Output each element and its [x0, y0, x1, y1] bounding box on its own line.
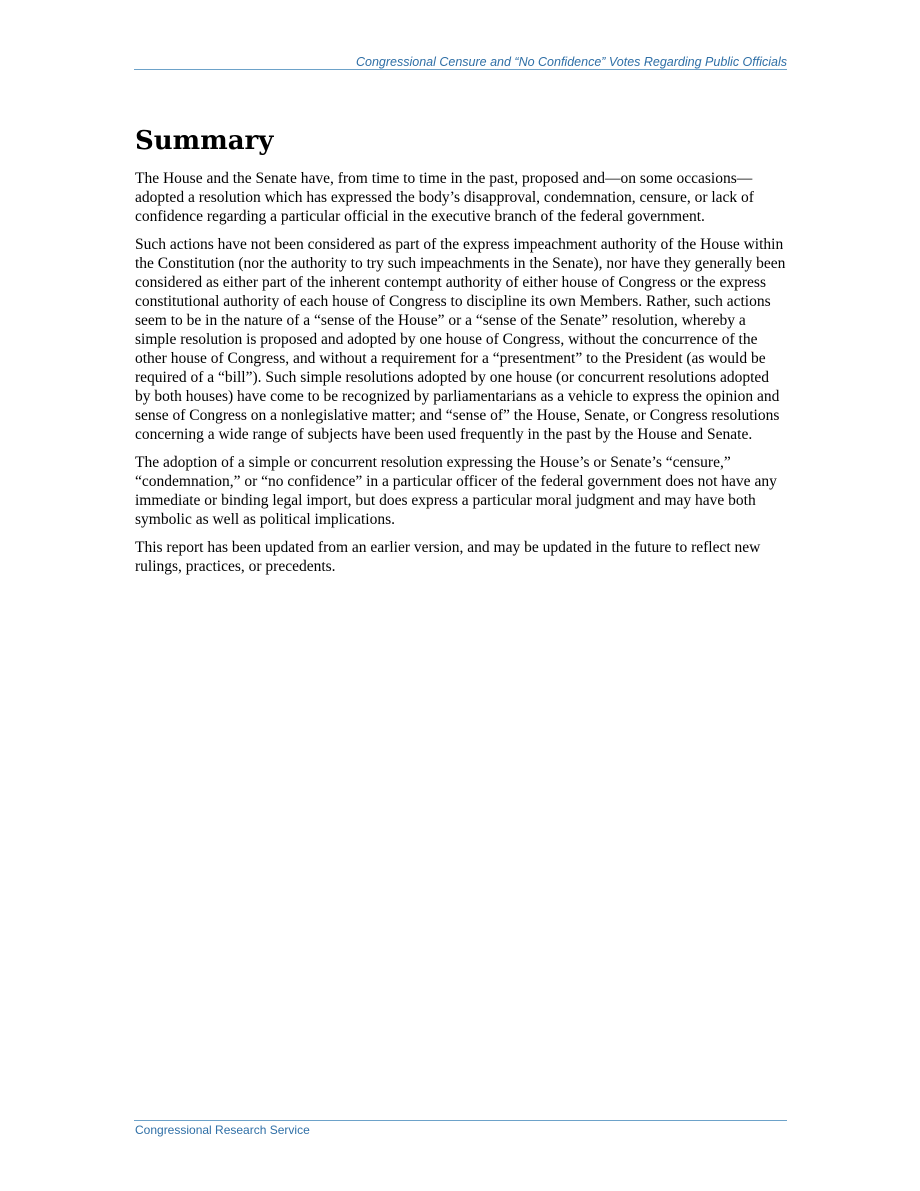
- footer-organization: Congressional Research Service: [135, 1123, 310, 1137]
- paragraph-3: The adoption of a simple or concurrent resolution expressing the House’s or Senate’s “censure,” “condemnation,” or “no confidence” in a particular officer of the federal government does not have any immediate or binding legal import, but does express a particular moral judgment and may have both symbolic as well as political implications.: [135, 454, 777, 528]
- paragraph-2: Such actions have not been considered as part of the express impeachment authority of the House within the Constitution (nor the authority to try such impeachments in the Senate), nor have they generally been considered as either part of the inherent contempt authority of either house of Congress or the express constitutional authority of each house of Congress to discipline its own Members. Rather, such actions seem to be in the nature of a “sense of the House” or a “sense of the Senate” resolution, whereby a simple resolution is proposed and adopted by one house of Congress, without the concurrence of the other house of Congress, and without a requirement for a “presentment” to the President (as would be required of a “bill”). Such simple resolutions adopted by one house (or concurrent resolutions adopted by both houses) have come to be recognized by parliamentarians as a vehicle to express the opinion and sense of Congress on a nonlegislative matter; and “sense of” the House, Senate, or Congress resolutions concerning a wide range of subjects have been used frequently in the past by the House and Senate.: [135, 236, 786, 443]
- running-header: Congressional Censure and “No Confidence” Votes Regarding Public Officials: [355, 55, 787, 69]
- summary-body: [135, 169, 787, 585]
- footer-divider: [134, 1120, 787, 1121]
- page-title: Summary: [135, 126, 274, 156]
- paragraph-4: This report has been updated from an earlier version, and may be updated in the future to reflect new rulings, practices, or precedents.: [135, 539, 761, 575]
- paragraph-1: The House and the Senate have, from time to time in the past, proposed and—on some occasions—adopted a resolution which has expressed the body’s disapproval, condemnation, censure, or lack of confidence regarding a particular official in the executive branch of the federal government.: [135, 170, 754, 225]
- header-divider: [134, 69, 787, 70]
